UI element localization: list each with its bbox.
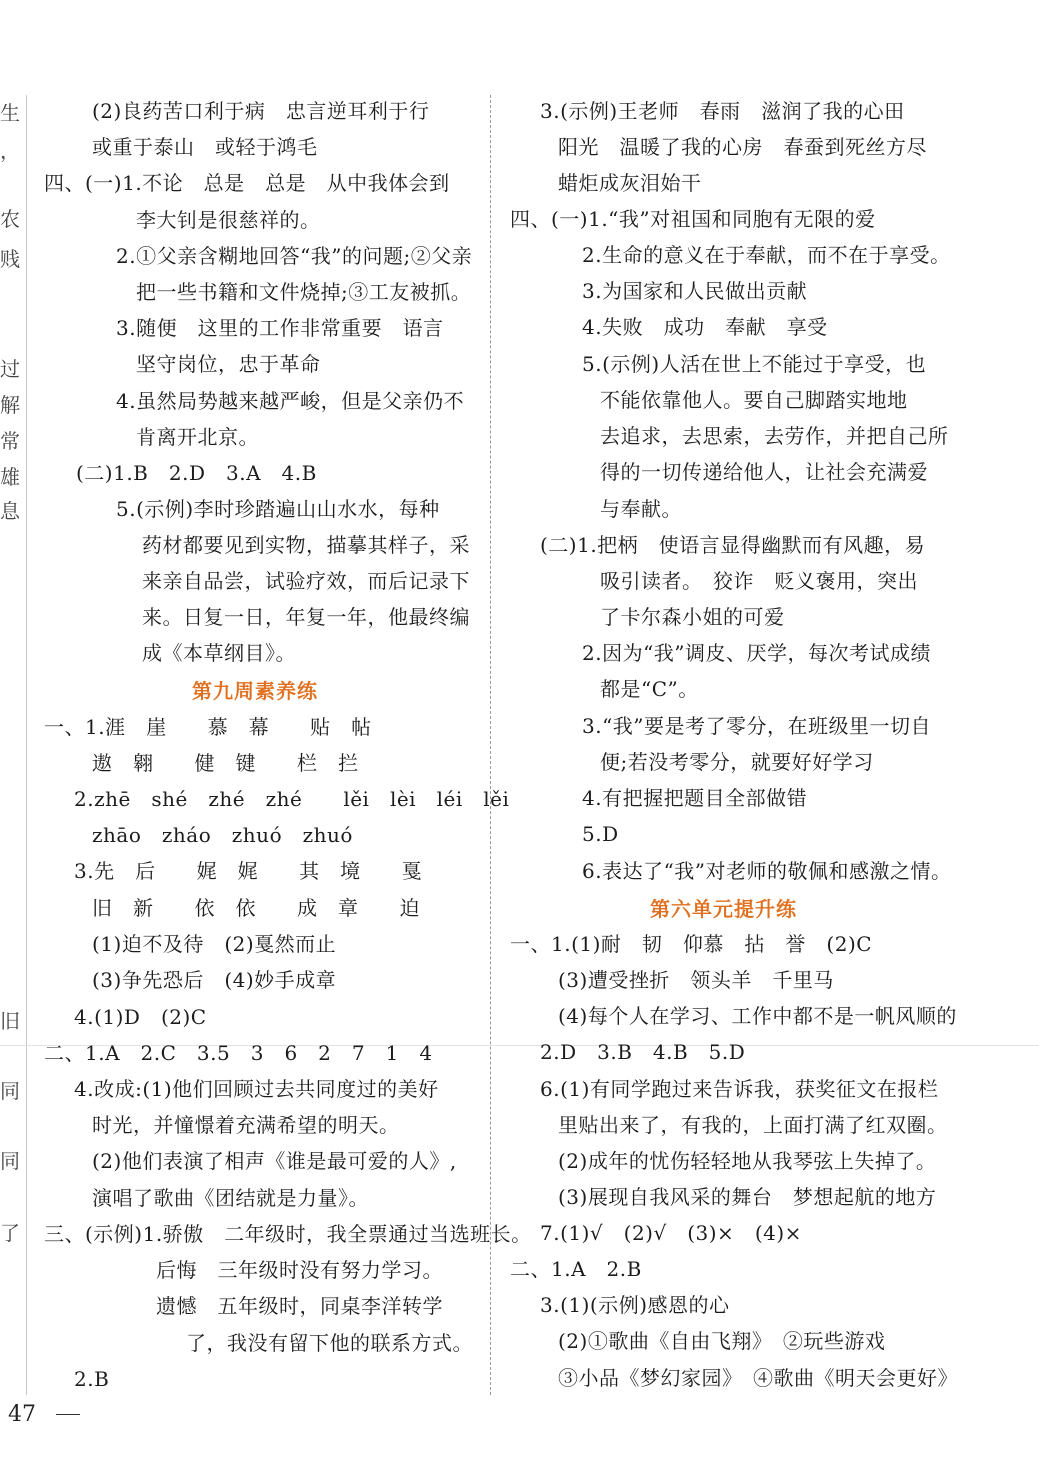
left-line: 后悔 三年级时没有努力学习。 (156, 1258, 443, 1282)
right-line: 4.失败 成功 奉献 享受 (582, 315, 828, 339)
page-number: 47 (8, 1402, 36, 1427)
right-line: 里贴出来了，有我的，上面打满了红双圈。 (558, 1113, 948, 1137)
margin-fragment: 过 (0, 357, 20, 381)
left-line: 坚守岗位，忠于革命 (136, 352, 321, 376)
right-section-heading: 第六单元提升练 (650, 897, 797, 921)
left-line: 一、1.涯 崖 慕 幕 贴 帖 (44, 715, 372, 739)
margin-fragment: 了 (0, 1221, 20, 1245)
margin-fragment: 解 (0, 393, 20, 417)
right-line: ③小品《梦幻家园》 ④歌曲《明天会更好》 (558, 1366, 958, 1390)
left-line: 或重于泰山 或轻于鸿毛 (92, 135, 318, 159)
left-line: 三、(示例)1.骄傲 二年级时，我全票通过当选班长。 (44, 1222, 532, 1246)
right-line: (2)①歌曲《自由飞翔》 ②玩些游戏 (558, 1329, 886, 1353)
left-line: 遗憾 五年级时，同桌李洋转学 (156, 1294, 443, 1318)
left-line: 3.先 后 娓 娓 其 境 戛 (74, 859, 423, 883)
right-line: 一、1.(1)耐 韧 仰慕 拈 誉 (2)C (510, 932, 873, 956)
margin-fragment: 贱 (0, 247, 20, 271)
margin-fragment: 生 (0, 101, 20, 125)
margin-fragment: 雄 (0, 465, 20, 489)
right-line: 2.生命的意义在于奉献，而不在于享受。 (582, 243, 951, 267)
left-line: 来亲自品尝，试验疗效，而后记录下 (142, 569, 470, 593)
margin-fragment: ， (0, 139, 20, 163)
left-line: (2)他们表演了相声《谁是最可爱的人》, (92, 1149, 457, 1173)
right-line: 6.(1)有同学跑过来告诉我，获奖征文在报栏 (540, 1077, 939, 1101)
right-line: 蜡炬成灰泪始干 (558, 171, 702, 195)
left-line: 来。日复一日，年复一年，他最终编 (142, 605, 470, 629)
right-line: 便;若没考零分，就要好好学习 (600, 750, 874, 774)
left-line: 演唱了歌曲《团结就是力量》。 (92, 1186, 369, 1210)
right-line: 3.为国家和人民做出贡献 (582, 279, 808, 303)
right-line: 阳光 温暖了我的心房 春蚕到死丝方尽 (558, 135, 927, 159)
margin-fragment: 旧 (0, 1009, 20, 1033)
left-line: 4.改成:(1)他们回顾过去共同度过的美好 (74, 1077, 439, 1101)
left-line: 成《本草纲目》。 (142, 641, 296, 665)
right-line: (2)成年的忧伤轻轻地从我琴弦上失掉了。 (558, 1149, 937, 1173)
right-line: 得的一切传递给他人，让社会充满爱 (600, 460, 928, 484)
right-line: 吸引读者。 狡诈 贬义褒用，突出 (600, 569, 918, 593)
left-line: 肯离开北京。 (136, 425, 259, 449)
right-line: 3.(1)(示例)感恩的心 (540, 1293, 730, 1317)
right-line: 7.(1)√ (2)√ (3)× (4)× (540, 1221, 802, 1245)
left-line: (3)争先恐后 (4)妙手成章 (92, 968, 337, 992)
right-line: 6.表达了“我”对老师的敬佩和感激之情。 (582, 859, 952, 883)
margin-fragment: 息 (0, 499, 20, 523)
right-line: 2.因为“我”调皮、厌学，每次考试成绩 (582, 641, 932, 665)
left-line: 时光，并憧憬着充满希望的明天。 (92, 1113, 400, 1137)
right-line: (3)遭受挫折 领头羊 千里马 (558, 968, 834, 992)
left-line: 二、1.A 2.C 3.5 3 6 2 7 1 4 (44, 1041, 433, 1065)
right-line: (3)展现自我风采的舞台 梦想起航的地方 (558, 1185, 937, 1209)
margin-fragment: 常 (0, 429, 20, 453)
left-line: (2)良药苦口利于病 忠言逆耳利于行 (92, 99, 430, 123)
right-line: (4)每个人在学习、工作中都不是一帆风顺的 (558, 1004, 957, 1028)
left-line: 4.(1)D (2)C (74, 1005, 207, 1029)
right-line: 都是“C”。 (600, 677, 699, 701)
right-line: 去追求，去思索，去劳作，并把自己所 (600, 424, 949, 448)
left-line: zhāo zháo zhuó zhuó (92, 823, 353, 847)
left-section-heading: 第九周素养练 (192, 679, 318, 703)
left-line: 四、(一)1.不论 总是 总是 从中我体会到 (44, 171, 450, 195)
right-line: 3.“我”要是考了零分，在班级里一切自 (582, 714, 932, 738)
right-line: 4.有把握把题目全部做错 (582, 786, 808, 810)
right-line: 二、1.A 2.B (510, 1257, 642, 1281)
right-line: 四、(一)1.“我”对祖国和同胞有无限的爱 (510, 207, 876, 231)
left-line: 把一些书籍和文件烧掉;③工友被抓。 (136, 280, 472, 304)
left-line: 2.①父亲含糊地回答“我”的问题;②父亲 (116, 244, 473, 268)
margin-fragment: 农 (0, 207, 20, 231)
right-line: (二)1.把柄 使语言显得幽默而有风趣，易 (540, 533, 926, 557)
left-line: 药材都要见到实物，描摹其样子，采 (142, 533, 470, 557)
right-line: 2.D 3.B 4.B 5.D (540, 1040, 746, 1064)
right-line: 不能依靠他人。要自己脚踏实地地 (600, 388, 908, 412)
margin-fragment: 同 (0, 1149, 20, 1173)
left-line: 4.虽然局势越来越严峻，但是父亲仍不 (116, 389, 465, 413)
left-line: (二)1.B 2.D 3.A 4.B (76, 461, 317, 485)
right-line: 3.(示例)王老师 春雨 滋润了我的心田 (540, 99, 905, 123)
left-line: 5.(示例)李时珍踏遍山山水水，每种 (116, 497, 440, 521)
left-line: 遨 翱 健 键 栏 拦 (92, 751, 359, 775)
left-line: 2.zhē shé zhé zhé lěi lèi léi lěi (74, 787, 510, 811)
left-line: 2.B (74, 1367, 110, 1391)
right-line: 了卡尔森小姐的可爱 (600, 605, 785, 629)
right-line: 5.D (582, 822, 619, 846)
left-line: 李大钊是很慈祥的。 (136, 208, 321, 232)
left-line: 旧 新 依 依 成 章 迫 (92, 896, 420, 920)
margin-fragment: 同 (0, 1079, 20, 1103)
left-line: 了，我没有留下他的联系方式。 (186, 1331, 473, 1355)
page-number-dash (56, 1414, 80, 1415)
right-line: 与奉献。 (600, 497, 682, 521)
right-column (500, 0, 1039, 1476)
right-line: 5.(示例)人活在世上不能过于享受，也 (582, 352, 927, 376)
left-line: (1)迫不及待 (2)戛然而止 (92, 932, 337, 956)
left-line: 3.随便 这里的工作非常重要 语言 (116, 316, 444, 340)
